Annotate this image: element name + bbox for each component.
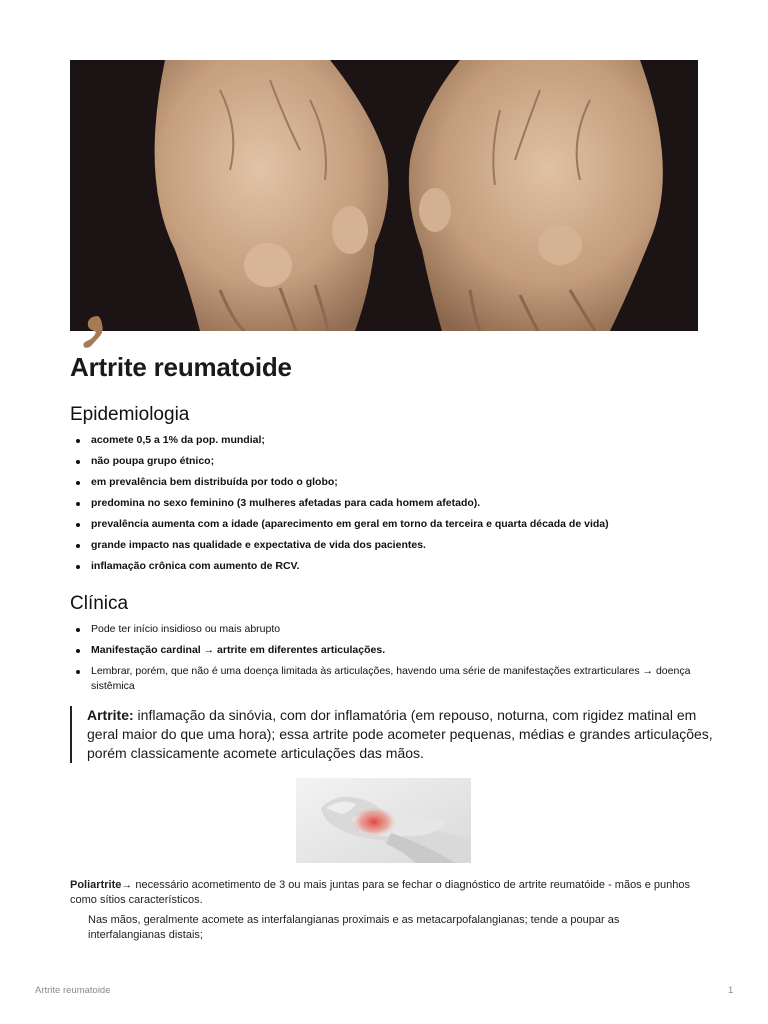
list-item: prevalência aumenta com a idade (aparecimento em geral em torno da terceira e quarta década de vida)	[70, 517, 700, 532]
list-item: Manifestação cardinal → artrite em diferentes articulações.	[70, 643, 700, 658]
list-item: Pode ter início insidioso ou mais abrupto	[70, 622, 700, 637]
paragraph-poliartrite	[70, 878, 700, 908]
list-item: não poupa grupo étnico;	[70, 454, 700, 469]
list-item: grande impacto nas qualidade e expectativa de vida dos pacientes.	[70, 538, 700, 553]
list-item: em prevalência bem distribuída por todo o globo;	[70, 475, 700, 490]
list-item: inflamação crônica com aumento de RCV.	[70, 559, 700, 574]
poliartrite-label: Poliartrite	[70, 879, 122, 891]
footer-title: Artrite reumatoide	[35, 985, 111, 996]
wrist-pain-image	[296, 778, 471, 863]
page-number: 1	[728, 985, 734, 996]
callout-artrite	[70, 706, 713, 763]
paragraph-maos: Nas mãos, geralmente acomete as interfalangianas proximais e as metacarpofalangianas; tende a poupar as interfalangianas distais;	[88, 914, 620, 941]
section-heading-clinica: Clínica	[70, 593, 129, 614]
clinica-list	[70, 622, 700, 700]
list-item: predomina no sexo feminino (3 mulheres afetadas para cada homem afetado).	[70, 496, 700, 511]
epidemiologia-list	[70, 433, 700, 580]
callout-label: Artrite:	[87, 707, 134, 723]
cover-image-hands	[70, 60, 698, 331]
list-item: Lembrar, porém, que não é uma doença limitada às articulações, havendo uma série de manifestações extrarticulares → doença sistêmica	[70, 664, 700, 694]
leg-icon	[78, 314, 108, 350]
list-item: acomete 0,5 a 1% da pop. mundial;	[70, 433, 700, 448]
callout-text: inflamação da sinóvia, com dor inflamatória (em repouso, noturna, com rigidez matinal em geral maior do que uma hora); essa artrite pode acometer pequenas, médias e grandes articulações, porém classicamente acomete articulações das mãos.	[87, 707, 713, 761]
page-title: Artrite reumatoide	[70, 352, 292, 382]
section-heading-epidemiologia: Epidemiologia	[70, 404, 190, 425]
poliartrite-text: → necessário acometimento de 3 ou mais juntas para se fechar o diagnóstico de artrite reumatóide - mãos e punhos como sítios característicos.	[70, 879, 691, 906]
